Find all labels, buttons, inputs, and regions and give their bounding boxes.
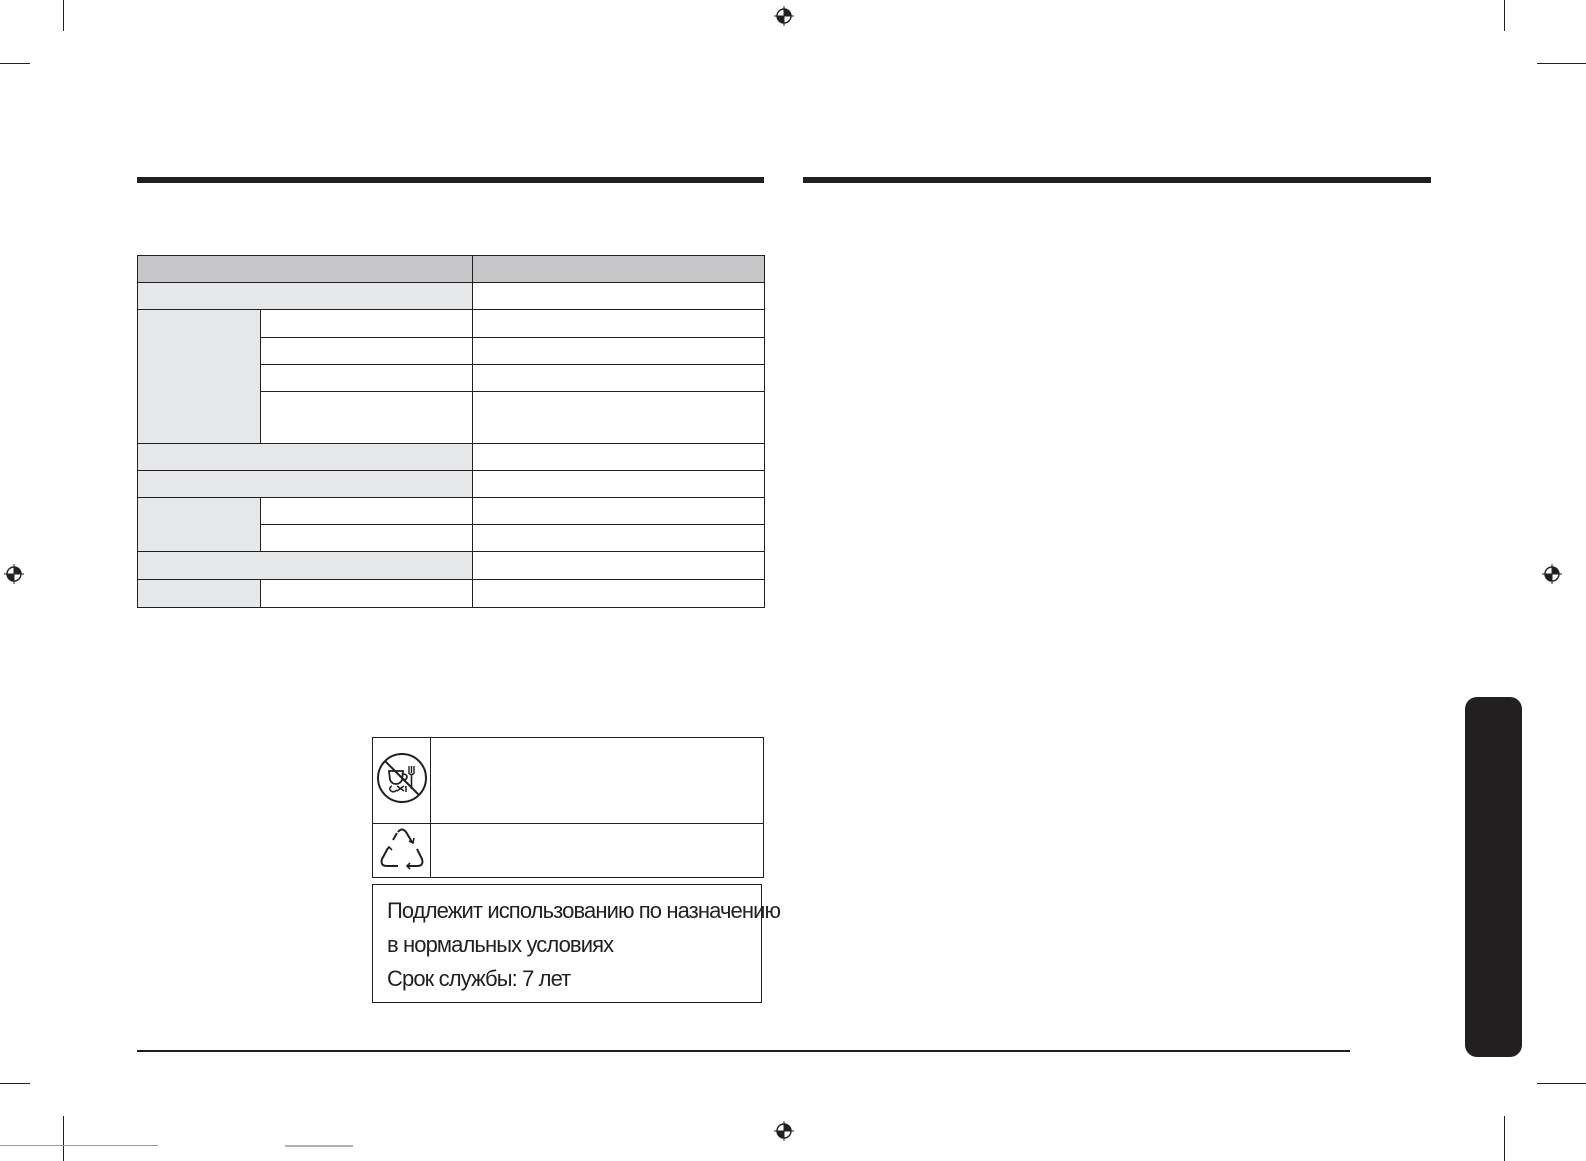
table-value-cell — [473, 470, 765, 497]
crop-mark — [0, 1083, 30, 1084]
table-value-cell — [473, 579, 765, 607]
table-sublabel-cell — [261, 497, 473, 524]
crop-mark — [1504, 0, 1505, 31]
print-slug-mark — [285, 1145, 353, 1147]
crop-mark — [1504, 1116, 1505, 1161]
no-food-contact-icon — [375, 751, 429, 805]
table-value-cell — [473, 443, 765, 470]
symbol-table — [372, 737, 764, 878]
symbol-description-cell — [431, 738, 764, 824]
table-value-cell — [473, 552, 765, 579]
table-sublabel-cell — [261, 579, 473, 607]
registration-mark-icon — [1542, 564, 1562, 584]
crop-mark — [0, 63, 30, 64]
table-sublabel-cell — [261, 310, 473, 337]
symbol-icon-cell — [373, 738, 431, 824]
service-life-line: Подлежит использованию по назначению — [387, 898, 781, 923]
table-value-cell — [473, 337, 765, 364]
table-sublabel-cell — [261, 392, 473, 443]
table-header-cell — [473, 256, 765, 283]
table-label-cell — [138, 283, 473, 310]
table-value-cell — [473, 364, 765, 391]
crop-mark — [63, 1116, 64, 1161]
table-value-cell — [473, 392, 765, 443]
table-group-cell — [138, 497, 261, 551]
table-row — [138, 470, 765, 497]
service-life-period: Срок службы: 7 лет — [387, 966, 571, 991]
table-sublabel-cell — [261, 364, 473, 391]
table-row — [138, 443, 765, 470]
section-header-bar-right — [803, 177, 1431, 183]
table-sublabel-cell — [261, 337, 473, 364]
print-slug-line — [0, 1145, 158, 1146]
table-row — [138, 552, 765, 579]
table-row — [373, 824, 764, 878]
table-label-cell — [138, 579, 261, 607]
section-header-bar-left — [137, 177, 764, 183]
crop-mark — [1537, 63, 1586, 64]
footer-rule — [137, 1050, 1350, 1052]
table-row — [138, 497, 765, 524]
table-row — [373, 738, 764, 824]
table-label-cell — [138, 443, 473, 470]
crop-mark — [63, 0, 64, 31]
registration-mark-icon — [774, 6, 794, 26]
table-sublabel-cell — [261, 525, 473, 552]
symbol-icon-cell — [373, 824, 431, 878]
table-row — [138, 310, 765, 337]
registration-mark-icon — [774, 1121, 794, 1141]
table-value-cell — [473, 497, 765, 524]
table-row — [138, 579, 765, 607]
recycle-icon — [376, 824, 428, 872]
symbol-description-cell — [431, 824, 764, 878]
table-value-cell — [473, 283, 765, 310]
service-life-box — [372, 884, 781, 1003]
chapter-side-tab — [1465, 697, 1522, 1057]
specification-table — [137, 255, 765, 608]
table-header-cell — [138, 256, 473, 283]
table-group-cell — [138, 310, 261, 443]
table-value-cell — [473, 525, 765, 552]
table-label-cell — [138, 470, 473, 497]
service-life-line: в нормальных условиях — [387, 932, 614, 957]
table-label-cell — [138, 552, 473, 579]
registration-mark-icon — [4, 564, 24, 584]
table-row — [138, 256, 765, 283]
table-value-cell — [473, 310, 765, 337]
crop-mark — [1537, 1083, 1586, 1084]
table-row — [138, 283, 765, 310]
